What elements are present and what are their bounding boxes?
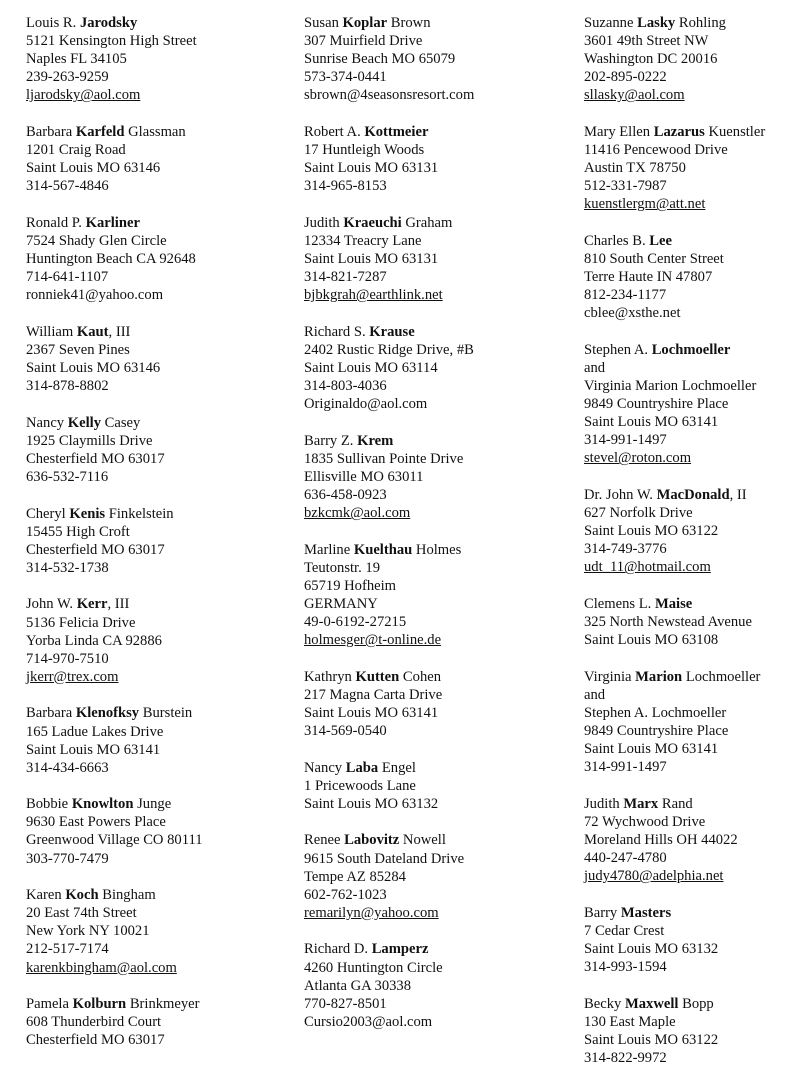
email-address[interactable]: ljarodsky@aol.com bbox=[26, 87, 141, 104]
address-line: 307 Muirfield Drive bbox=[304, 33, 423, 50]
first-name: Susan bbox=[304, 15, 339, 31]
address-line: Yorba Linda CA 92886 bbox=[26, 632, 162, 649]
address-line: 325 North Newstead Avenue bbox=[584, 614, 752, 631]
address-line: 2402 Rustic Ridge Drive, #B bbox=[304, 341, 474, 358]
address-line: 1 Pricewoods Lane bbox=[304, 777, 416, 794]
first-name: Bobbie bbox=[26, 796, 69, 813]
member-name bbox=[26, 704, 296, 722]
phone-number: 314-878-8802 bbox=[26, 378, 109, 395]
member-name bbox=[304, 432, 576, 450]
address-line: 5136 Felicia Drive bbox=[26, 614, 136, 631]
email-address[interactable]: Cursio2003@aol.com bbox=[304, 1013, 433, 1030]
first-name: Richard D. bbox=[304, 941, 369, 958]
member-name bbox=[584, 904, 798, 922]
name-suffix: Nowell bbox=[402, 832, 446, 849]
address-line: Sunrise Beach MO 65079 bbox=[304, 51, 456, 68]
address-line: 9615 South Dateland Drive bbox=[304, 850, 465, 867]
first-name: Nancy bbox=[304, 759, 343, 776]
phone-number: 440-247-4780 bbox=[584, 850, 667, 867]
member-name bbox=[26, 214, 296, 232]
directory-entry bbox=[26, 995, 296, 1049]
member-name bbox=[304, 123, 576, 141]
address-line: Saint Louis MO 63131 bbox=[304, 251, 439, 268]
member-name bbox=[304, 14, 576, 32]
name-suffix: , III bbox=[107, 596, 130, 613]
address-line: Saint Louis MO 63114 bbox=[304, 360, 438, 376]
last-name: Kuelthau bbox=[353, 541, 413, 558]
phone-number: 314-822-9972 bbox=[584, 1050, 667, 1066]
address-line: 17 Huntleigh Woods bbox=[304, 142, 425, 159]
address-line: and bbox=[584, 686, 606, 703]
email-address[interactable]: karenkbingham@aol.com bbox=[26, 959, 177, 976]
last-name: Kenis bbox=[69, 505, 106, 522]
address-line: Saint Louis MO 63146 bbox=[26, 360, 161, 376]
address-line: 7524 Shady Glen Circle bbox=[26, 232, 167, 249]
name-suffix: Bingham bbox=[102, 887, 156, 904]
last-name: Jarodsky bbox=[79, 15, 138, 31]
phone-number: 314-821-7287 bbox=[304, 269, 387, 286]
first-name: Cheryl bbox=[26, 505, 66, 522]
directory-entry bbox=[26, 505, 296, 577]
address-line: Chesterfield MO 63017 bbox=[26, 450, 165, 467]
phone-number: 636-532-7116 bbox=[26, 468, 109, 485]
directory-entry bbox=[304, 123, 576, 195]
address-line: Saint Louis MO 63132 bbox=[304, 795, 439, 812]
phone-number: 636-458-0923 bbox=[304, 487, 387, 504]
name-suffix: Brown bbox=[390, 15, 431, 31]
member-name bbox=[304, 940, 576, 958]
name-suffix: Holmes bbox=[415, 541, 462, 558]
phone-number: 714-970-7510 bbox=[26, 650, 109, 667]
name-suffix: Rohling bbox=[678, 15, 726, 31]
directory-entry bbox=[304, 759, 576, 813]
member-name bbox=[26, 995, 296, 1013]
address-line: Saint Louis MO 63122 bbox=[584, 523, 719, 540]
address-line: Saint Louis MO 63141 bbox=[584, 741, 719, 758]
member-name bbox=[26, 323, 296, 341]
directory-column-1 bbox=[26, 14, 296, 1068]
name-suffix: Burstein bbox=[142, 705, 193, 722]
address-line: 72 Wychwood Drive bbox=[584, 813, 706, 830]
directory-entry bbox=[584, 668, 798, 777]
address-line: Moreland Hills OH 44022 bbox=[584, 832, 738, 849]
address-line: 9849 Countryshire Place bbox=[584, 396, 729, 413]
member-name bbox=[26, 123, 296, 141]
member-name bbox=[304, 831, 576, 849]
phone-number: 212-517-7174 bbox=[26, 941, 109, 958]
last-name: Klenofksy bbox=[75, 705, 140, 722]
last-name: Kraeuchi bbox=[343, 214, 402, 231]
first-name: Barry bbox=[584, 904, 618, 921]
address-line: and bbox=[584, 360, 606, 376]
name-suffix: Kuenstler bbox=[708, 123, 766, 140]
directory-column-2 bbox=[304, 14, 576, 1049]
member-name bbox=[26, 886, 296, 904]
last-name: MacDonald bbox=[656, 487, 730, 504]
phone-number: 812-234-1177 bbox=[584, 287, 667, 304]
address-line: 15455 High Croft bbox=[26, 523, 130, 540]
address-line: Greenwood Village CO 80111 bbox=[26, 832, 203, 849]
phone-number: 314-434-6663 bbox=[26, 759, 109, 776]
email-address[interactable]: udt_11@hotmail.com bbox=[584, 559, 711, 576]
last-name: Knowlton bbox=[71, 796, 134, 813]
directory-entry bbox=[26, 886, 296, 976]
name-suffix: , III bbox=[108, 323, 131, 340]
address-line: 5121 Kensington High Street bbox=[26, 33, 197, 50]
last-name: Koplar bbox=[342, 15, 388, 31]
email-address[interactable]: holmesger@t-online.de bbox=[304, 632, 442, 649]
name-suffix: Graham bbox=[405, 214, 453, 231]
last-name: Kottmeier bbox=[364, 123, 429, 140]
address-line: Ellisville MO 63011 bbox=[304, 468, 424, 485]
first-name: Mary Ellen bbox=[584, 123, 651, 140]
last-name: Maxwell bbox=[624, 995, 679, 1012]
directory-entry bbox=[26, 123, 296, 195]
member-name bbox=[26, 414, 296, 432]
address-line: Chesterfield MO 63017 bbox=[26, 1032, 165, 1049]
first-name: Karen bbox=[26, 887, 62, 904]
first-name: Louis R. bbox=[26, 15, 77, 31]
first-name: Clemens L. bbox=[584, 596, 652, 613]
directory-entry bbox=[26, 14, 296, 104]
member-name bbox=[584, 668, 798, 686]
address-line: 7 Cedar Crest bbox=[584, 922, 665, 939]
address-line: Saint Louis MO 63131 bbox=[304, 160, 439, 177]
phone-number: 314-567-4846 bbox=[26, 178, 109, 195]
name-suffix: Glassman bbox=[128, 123, 186, 140]
address-line: Saint Louis MO 63141 bbox=[584, 414, 719, 431]
phone-number: 202-895-0222 bbox=[584, 69, 667, 86]
address-line: 9630 East Powers Place bbox=[26, 814, 166, 831]
directory-entry bbox=[26, 595, 296, 685]
last-name: Labovitz bbox=[344, 832, 400, 849]
address-line: Teutonstr. 19 bbox=[304, 559, 380, 576]
last-name: Masters bbox=[620, 904, 672, 921]
last-name: Karliner bbox=[85, 214, 140, 231]
address-line: Saint Louis MO 63132 bbox=[584, 941, 719, 958]
name-suffix: Engel bbox=[381, 759, 416, 776]
address-line: Saint Louis MO 63108 bbox=[584, 632, 719, 649]
address-line: 810 South Center Street bbox=[584, 251, 724, 268]
address-line: Chesterfield MO 63017 bbox=[26, 541, 165, 558]
phone-number: 239-263-9259 bbox=[26, 69, 109, 86]
phone-number: 314-993-1594 bbox=[584, 959, 667, 976]
first-name: Ronald P. bbox=[26, 214, 82, 231]
directory-entry bbox=[304, 432, 576, 522]
address-line: 1201 Craig Road bbox=[26, 142, 126, 159]
directory-entry bbox=[26, 795, 296, 867]
directory-column-3 bbox=[584, 14, 798, 1086]
address-line: Stephen A. Lochmoeller bbox=[584, 705, 727, 721]
member-name bbox=[26, 14, 296, 32]
member-name bbox=[304, 759, 576, 777]
member-name bbox=[584, 232, 798, 250]
last-name: Kolburn bbox=[72, 996, 127, 1013]
last-name: Lee bbox=[649, 232, 672, 249]
address-line: 1925 Claymills Drive bbox=[26, 432, 153, 449]
member-name bbox=[26, 595, 296, 613]
member-name bbox=[26, 505, 296, 523]
last-name: Laba bbox=[345, 759, 379, 776]
first-name: John W. bbox=[26, 596, 74, 613]
first-name: Barbara bbox=[26, 705, 73, 722]
address-line: 1835 Sullivan Pointe Drive bbox=[304, 450, 464, 467]
first-name: Virginia bbox=[584, 668, 632, 685]
phone-number: 314-803-4036 bbox=[304, 378, 387, 395]
phone-number: 314-532-1738 bbox=[26, 559, 109, 576]
last-name: Maise bbox=[654, 596, 693, 613]
directory-entry bbox=[26, 214, 296, 304]
email-address[interactable]: bzkcmk@aol.com bbox=[304, 505, 411, 522]
directory-entry bbox=[304, 14, 576, 104]
address-line: Terre Haute IN 47807 bbox=[584, 269, 713, 286]
directory-entry bbox=[304, 831, 576, 921]
address-line: 217 Magna Carta Drive bbox=[304, 686, 443, 703]
address-line: Austin TX 78750 bbox=[584, 160, 686, 177]
member-name bbox=[26, 795, 296, 813]
last-name: Karfeld bbox=[75, 123, 125, 140]
name-suffix: Brinkmeyer bbox=[129, 996, 200, 1013]
address-line: 65719 Hofheim bbox=[304, 577, 397, 594]
phone-number: 303-770-7479 bbox=[26, 850, 109, 867]
directory-entry bbox=[304, 668, 576, 740]
phone-number: 512-331-7987 bbox=[584, 178, 667, 195]
address-line: Atlanta GA 30338 bbox=[304, 977, 412, 994]
first-name: Kathryn bbox=[304, 668, 352, 685]
address-line: GERMANY bbox=[304, 596, 378, 613]
phone-number: 573-374-0441 bbox=[304, 69, 387, 86]
first-name: Stephen A. bbox=[584, 341, 649, 358]
address-line: Naples FL 34105 bbox=[26, 51, 127, 68]
phone-number: 714-641-1107 bbox=[26, 269, 109, 286]
first-name: Marline bbox=[304, 541, 351, 558]
email-address[interactable]: sllasky@aol.com bbox=[584, 87, 685, 104]
directory-entry bbox=[26, 414, 296, 486]
last-name: Kelly bbox=[67, 414, 101, 431]
last-name: Marx bbox=[623, 795, 659, 812]
name-suffix: Bopp bbox=[682, 995, 714, 1012]
address-line: 627 Norfolk Drive bbox=[584, 505, 693, 522]
address-line: 11416 Pencewood Drive bbox=[584, 142, 728, 159]
email-address[interactable]: Originaldo@aol.com bbox=[304, 396, 428, 413]
last-name: Lasky bbox=[637, 15, 676, 31]
member-name bbox=[304, 323, 576, 341]
member-name bbox=[304, 214, 576, 232]
directory-entry bbox=[584, 486, 798, 576]
address-line: 165 Ladue Lakes Drive bbox=[26, 723, 164, 740]
member-name bbox=[584, 14, 798, 32]
address-line: Saint Louis MO 63146 bbox=[26, 160, 161, 177]
directory-entry bbox=[584, 904, 798, 976]
directory-entry bbox=[584, 595, 798, 649]
address-line: 9849 Countryshire Place bbox=[584, 723, 729, 740]
name-suffix: Rand bbox=[661, 795, 693, 812]
directory-entry bbox=[304, 940, 576, 1030]
first-name: Renee bbox=[304, 832, 341, 849]
address-line: 12334 Treacry Lane bbox=[304, 232, 422, 249]
member-name bbox=[584, 595, 798, 613]
address-line: 3601 49th Street NW bbox=[584, 33, 709, 50]
address-line: Virginia Marion Lochmoeller bbox=[584, 378, 757, 395]
first-name: William bbox=[26, 323, 74, 340]
address-line: 2367 Seven Pines bbox=[26, 341, 130, 358]
last-name: Lazarus bbox=[653, 123, 705, 140]
email-address[interactable]: kuenstlergm@att.net bbox=[584, 196, 706, 213]
first-name: Barbara bbox=[26, 123, 73, 140]
member-name bbox=[584, 795, 798, 813]
name-suffix: Finkelstein bbox=[108, 505, 174, 522]
last-name: Koch bbox=[65, 887, 99, 904]
name-suffix: Lochmoeller bbox=[685, 668, 761, 685]
directory-entry bbox=[304, 323, 576, 413]
email-address[interactable]: remarilyn@yahoo.com bbox=[304, 904, 439, 921]
member-name bbox=[584, 486, 798, 504]
address-line: Tempe AZ 85284 bbox=[304, 868, 406, 885]
phone-number: 314-569-0540 bbox=[304, 723, 387, 740]
email-address[interactable]: stevel@roton.com bbox=[584, 450, 692, 467]
directory-entry bbox=[584, 995, 798, 1067]
email-address[interactable]: jkerr@trex.com bbox=[26, 668, 119, 685]
email-address[interactable]: bjbkgrah@earthlink.net bbox=[304, 287, 443, 304]
last-name: Lochmoeller bbox=[651, 341, 731, 358]
first-name: Richard S. bbox=[304, 323, 366, 340]
address-line: Huntington Beach CA 92648 bbox=[26, 251, 196, 268]
phone-number: 770-827-8501 bbox=[304, 995, 387, 1012]
address-line: 608 Thunderbird Court bbox=[26, 1014, 162, 1031]
phone-number: 314-991-1497 bbox=[584, 432, 667, 449]
directory-entry bbox=[26, 704, 296, 776]
name-suffix: Junge bbox=[137, 796, 172, 813]
phone-number: 49-0-6192-27215 bbox=[304, 614, 407, 631]
phone-number: 602-762-1023 bbox=[304, 886, 387, 903]
last-name: Kutten bbox=[355, 668, 400, 685]
directory-entry bbox=[584, 123, 798, 213]
email-address[interactable]: judy4780@adelphia.net bbox=[584, 868, 724, 885]
address-line: 4260 Huntington Circle bbox=[304, 959, 443, 976]
first-name: Suzanne bbox=[584, 15, 634, 31]
member-name bbox=[304, 541, 576, 559]
last-name: Lamperz bbox=[371, 941, 429, 958]
member-name bbox=[584, 123, 798, 141]
first-name: Barry Z. bbox=[304, 432, 354, 449]
directory-entry bbox=[304, 214, 576, 304]
member-name bbox=[584, 995, 798, 1013]
phone-number: 314-965-8153 bbox=[304, 178, 387, 195]
member-name bbox=[584, 341, 798, 359]
directory-entry bbox=[26, 323, 296, 395]
first-name: Dr. John W. bbox=[584, 487, 653, 504]
email-address[interactable]: sbrown@4seasonsresort.com bbox=[304, 87, 475, 104]
directory-entry bbox=[584, 232, 798, 322]
last-name: Krause bbox=[369, 323, 415, 340]
phone-number: 314-749-3776 bbox=[584, 541, 667, 558]
name-suffix: Cohen bbox=[402, 668, 442, 685]
directory-entry bbox=[584, 341, 798, 468]
directory-entry bbox=[584, 14, 798, 104]
first-name: Charles B. bbox=[584, 232, 646, 249]
address-line: 130 East Maple bbox=[584, 1013, 676, 1030]
first-name: Pamela bbox=[26, 996, 69, 1013]
first-name: Robert A. bbox=[304, 123, 361, 140]
member-name bbox=[304, 668, 576, 686]
last-name: Kerr bbox=[76, 596, 108, 613]
email-address[interactable]: ronniek41@yahoo.com bbox=[26, 287, 164, 304]
directory-entry bbox=[584, 795, 798, 885]
name-suffix: Casey bbox=[104, 414, 141, 431]
last-name: Kaut bbox=[76, 323, 109, 340]
last-name: Marion bbox=[635, 668, 683, 685]
first-name: Judith bbox=[304, 214, 340, 231]
address-line: Saint Louis MO 63141 bbox=[304, 705, 439, 721]
address-line: Washington DC 20016 bbox=[584, 51, 718, 68]
address-line: 20 East 74th Street bbox=[26, 905, 137, 922]
address-line: New York NY 10021 bbox=[26, 923, 150, 940]
phone-number: 314-991-1497 bbox=[584, 759, 667, 776]
address-line: Saint Louis MO 63141 bbox=[26, 741, 161, 758]
first-name: Judith bbox=[584, 795, 620, 812]
last-name: Krem bbox=[357, 432, 394, 449]
address-line: Saint Louis MO 63122 bbox=[584, 1031, 719, 1048]
first-name: Nancy bbox=[26, 414, 65, 431]
directory-entry bbox=[304, 541, 576, 650]
email-address[interactable]: cblee@xsthe.net bbox=[584, 305, 681, 322]
name-suffix: , II bbox=[729, 487, 747, 504]
first-name: Becky bbox=[584, 995, 622, 1012]
